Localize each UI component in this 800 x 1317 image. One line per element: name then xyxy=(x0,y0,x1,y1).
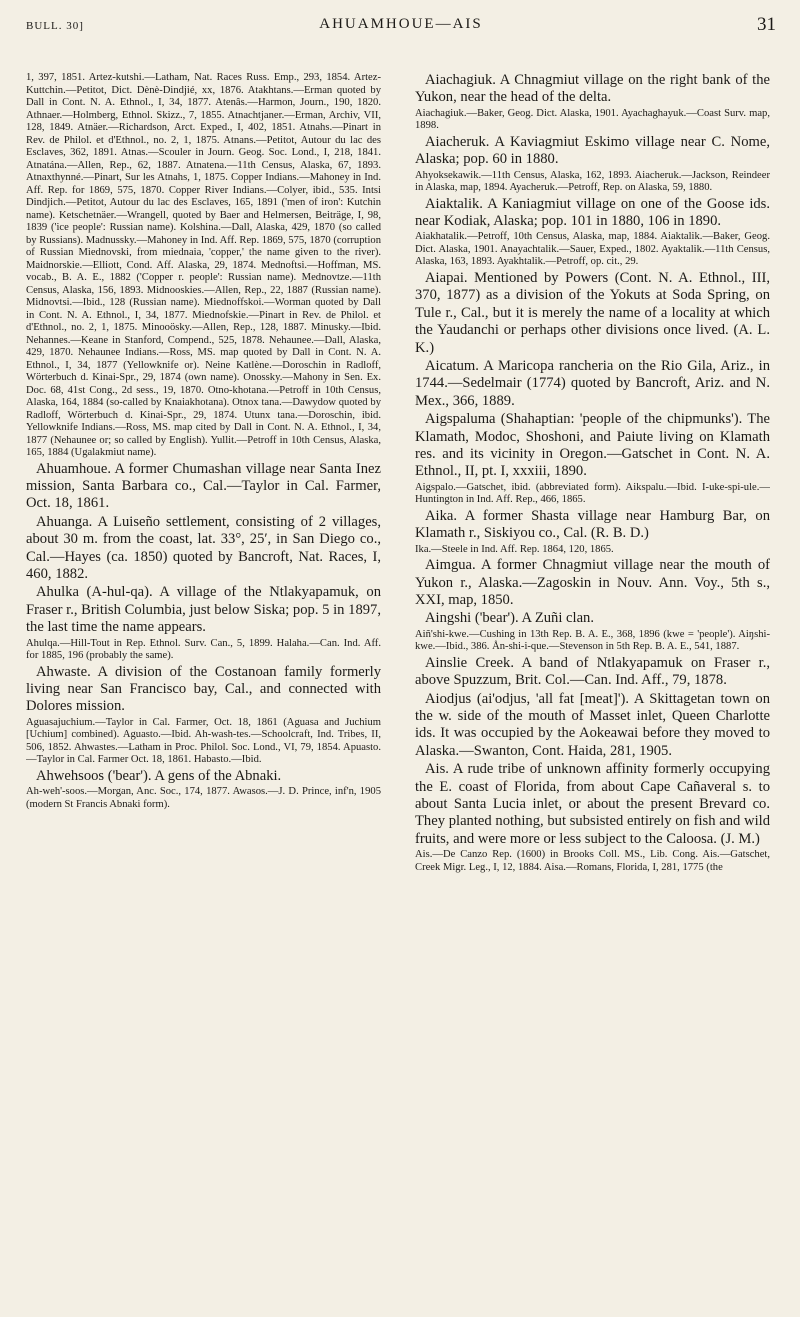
right-column xyxy=(415,72,770,1302)
dictionary-entry: Ahulka (A-hul-qa). A village of the Ntlakyapamuk, on Fraser r., British Columbia, just below Siska; pop. 5 in 1897, the last time the name appears. xyxy=(26,584,381,636)
synonymy-note: Aiachagiuk.—Baker, Geog. Dict. Alaska, 1901. Ayachaghayuk.—Coast Surv. map, 1898. xyxy=(415,107,770,132)
dictionary-entry: Aika. A former Shasta village near Hamburg Bar, on Klamath r., Siskiyou co., Cal. (R. B. D.) xyxy=(415,507,770,542)
synonymy-note: Aiñ'shi-kwe.—Cushing in 13th Rep. B. A. E., 368, 1896 (kwe = 'people'). Aiŋshi-kwe.—Ibid., 386. Ån-shi-i-que.—Stevenson in 5th Rep. B. A. E., 541, 1887. xyxy=(415,628,770,653)
dictionary-entry: Aimgua. A former Chnagmiut village near the mouth of Yukon r., Alaska.—Zagoskin in Nouv. Ann. Voy., 5th s., XXI, map, 1850. xyxy=(415,557,770,608)
synonymy-note: 1, 397, 1851. Artez-kutshi.—Latham, Nat. Races Russ. Emp., 293, 1854. Artez-Kuttchin.—Petitot, Dict. Dènè-Dindjié, xx, 1876. Atakhtans.—Erman quoted by Dall in Cont. N. A. Ethnol., I, 34, 1877. Atenâs.—Harmon, Journ., 190, 1820. Athnaer.—Holmberg, Ethnol. Skizz., 7, 1855. Atnachtjaner.—Erman, Archiv, VII, 128, 1849. Atnäer.—Richardson, Arct. Exped., I, 402, 1851. Atnahs.—Pinart in Rev. de Philol. et d'Ethnol., no. 2, 1, 1875. Atnans.—Petitot, Autour du lac des Esclaves, 362, 1891. Atnas.—Scouler in Journ. Geog. Soc. Lond., I, 218, 1841. Atnatána.—Allen, Rep., 62, 1887. Atnatena.—11th Census, Alaska, 67, 1893. Atnaxthynné.—Pinart, Sur les Atnahs, 1, 1875. Copper Indians.—Mahoney in Ind. Aff. Rep. for 1869, 575, 1870. Copper River Indians.—Colyer, ibid., 535. Intsi Dindjich.—Petitot, Autour du lac des Esclaves, 165, 1891 ('men of iron': Kutchin name). Ketschetnäer.—Wrangell, quoted by Baer and Helmersen, Beiträge, I, 98, 1839 ('ice people': Russian name). Kolshina.—Dall, Alaska, 429, 1870 (so called by Russians). Madnussky.—Mahoney in Ind. Aff. Rep. 1869, 575, 1870 (corruption of Russian Miednovski, from miednaia, 'copper,' the name given to the river). Maidnorskie.—Elliott, Cond. Aff. Alaska, 29, 1874. Mednoftsi.—Hoffman, MS. vocab., B. A. E., 1882 ('Copper r. people': Russian name). Mednovtze.—11th Census, Alaska, 156, 1893. Midnooskies.—Allen, Rep., 22, 1887 (Russian name). Midnovtsi.—Ibid., 128 (Russian name). Miednoffskoi.—Worman quoted by Dall in Cont. N. A. Ethnol., I, 34, 1877. Miednofskie.—Pinart in Rev. de Philol. et d'Ethnol., no. 2, 1, 1875. Minooösky.—Allen, Rep., 128, 1887. Minusky.—Ibid. Nehannes.—Keane in Stanford, Compend., 525, 1878. Nehaunee.—Dall, Alaska, 429, 1870. Nehaunee Indians.—Ross, MS. map quoted by Dall in Cont. N. A. Ethnol., I, 34, 1877 (Yellowknife or). Neine Katlène.—Doroschin in Radloff, Wörterbuch d. Kinai-Spr., 29, 1874 (own name). Onossky.—Mahony in Sen. Ex. Doc. 68, 41st Cong., 2d sess., 19, 1870. Otno-khotana.—Petroff in 10th Census, Alaska, 164, 1884 (so-called by Knaiakhotana). Otnox tana.—Dawydow quoted by Radloff, Wörterbuch d. Kinai-Spr., 29, 1874. Utunx tana.—Doroschin, ibid. Yellowknife Indians.—Ross, MS. map cited by Dall in Cont. N. A. Ethnol., I, 34, 1877 (Nehaunee or; so called by English). Yullit.—Petroff in 10th Census, Alaska, 165, 1884 (Ugalakmiut name). xyxy=(26,72,381,458)
synonymy-note: Ika.—Steele in Ind. Aff. Rep. 1864, 120, 1865. xyxy=(415,543,614,555)
dictionary-entry: Aiaktalik. A Kaniagmiut village on one of the Goose ids. near Kodiak, Alaska; pop. 101 in 1880, 106 in 1890. xyxy=(415,195,770,230)
dictionary-entry: Aiapai. Mentioned by Powers (Cont. N. A. Ethnol., III, 370, 1877) as a division of the Yokuts at Soda Spring, on Tule r., Cal., but it is merely the name of a locality at which the Yaudanchi or perhaps other divisions once lived. (A. L. K.) xyxy=(415,269,770,356)
synonymy-note: Aigspalo.—Gatschet, ibid. (abbreviated form). Aikspalu.—Ibid. I-uke-spi-ule.—Huntington in Ind. Aff. Rep., 466, 1865. xyxy=(415,481,770,506)
synonymy-note: Ais.—De Canzo Rep. (1600) in Brooks Coll. MS., Lib. Cong. Ais.—Gatschet, Creek Migr. Leg., I, 12, 1884. Aisa.—Romans, Florida, I, 281, 1775 (the xyxy=(415,849,770,873)
dictionary-entry: Aiodjus (ai'odjus, 'all fat [meat]'). A Skittagetan town on the w. side of the mouth of Masset inlet, Queen Charlotte ids. It was occupied by the Aokeawai before they moved to Alaska.—Swanton, Cont. Haida, 281, 1905. xyxy=(415,690,770,759)
dictionary-entry: Ahwaste. A division of the Costanoan family formerly living near San Francisco bay, Cal., and connected with Dolores mission. xyxy=(26,663,381,715)
dictionary-entry: Aiacheruk. A Kaviagmiut Eskimo village near C. Nome, Alaska; pop. 60 in 1880. xyxy=(415,133,770,168)
running-header xyxy=(26,14,776,40)
synonymy-note: Ah-weh'-soos.—Morgan, Anc. Soc., 174, 1877. Awasos.—J. D. Prince, inf'n, 1905 (modern St Francis Abnaki form). xyxy=(26,786,381,810)
dictionary-entry: Ainslie Creek. A band of Ntlakyapamuk on Fraser r., above Spuzzum, Brit. Col.—Can. Ind. Aff., 79, 1878. xyxy=(415,654,770,689)
dictionary-entry: Ahuanga. A Luiseño settlement, consisting of 2 villages, about 30 m. from the coast, lat. 33°, 25′, in San Diego co., Cal.—Hayes (ca. 1850) quoted by Bancroft, Nat. Races, I, 460, 1882. xyxy=(26,513,381,582)
page-number: 31 xyxy=(757,14,776,35)
dictionary-entry: Aingshi ('bear'). A Zuñi clan. xyxy=(425,610,594,627)
bulletin-label: BULL. 30] xyxy=(26,20,84,32)
dictionary-entry: Aigspaluma (Shahaptian: 'people of the chipmunks'). The Klamath, Modoc, Shoshoni, and Paiute living on Klamath res. and its vicinity in Oregon.—Gatschet in Cont. N. A. Ethnol., II, pt. I, xxxiii, 1890. xyxy=(415,411,770,480)
synonymy-note: Aguasajuchium.—Taylor in Cal. Farmer, Oct. 18, 1861 (Aguasa and Juchium [Uchium] combined). Aguasto.—Ibid. Ah-wash-tes.—Schoolcraft, Ind. Tribes, II, 506, 1852. Ahwastes.—Latham in Proc. Philol. Soc. Lond., VI, 79, 1854. Apuasto.—Taylor in Cal. Farmer Oct. 18, 1861. Habasto.—Ibid. xyxy=(26,716,381,766)
dictionary-entry: Aiachagiuk. A Chnagmiut village on the right bank of the Yukon, near the head of the delta. xyxy=(415,72,770,106)
dictionary-entry: Ahuamhoue. A former Chumashan village near Santa Inez mission, Santa Barbara co., Cal.—Taylor in Cal. Farmer, Oct. 18, 1861. xyxy=(26,460,381,512)
dictionary-entry: Ahwehsoos ('bear'). A gens of the Abnaki. xyxy=(36,767,282,784)
synonymy-note: Ahyoksekawik.—11th Census, Alaska, 162, 1893. Aiacheruk.—Jackson, Reindeer in Alaska, map, 1894. Ayacheruk.—Petroff, Rep. on Alaska, 59, 1880. xyxy=(415,169,770,194)
dictionary-entry: Aicatum. A Maricopa rancheria on the Rio Gila, Ariz., in 1744.—Sedelmair (1774) quoted by Bancroft, Ariz. and N. Mex., 366, 1889. xyxy=(415,357,770,409)
page-title: AHUAMHOUE—AIS xyxy=(319,16,483,32)
synonymy-note: Aiakhatalik.—Petroff, 10th Census, Alaska, map, 1884. Aiaktalik.—Baker, Geog. Dict. Alaska, 1901. Anayachtalik.—Sauer, Exped., 1802. Ayaktalik.—11th Census, Alaska, 163, 1893. Ayakhtalik.—Petroff, op. cit., 29. xyxy=(415,231,770,268)
synonymy-note: Ahulqa.—Hill-Tout in Rep. Ethnol. Surv. Can., 5, 1899. Halaha.—Can. Ind. Aff. for 1885, 196 (probably the same). xyxy=(26,637,381,662)
left-column xyxy=(26,72,381,1302)
dictionary-entry: Ais. A rude tribe of unknown affinity formerly occupying the E. coast of Florida, from about Cape Cañaveral s. to about Santa Lucia inlet, or about the present Brevard co. They planted nothing, but subsisted entirely on fish and wild fruits, and were more or less subject to the Caloosa. (J. M.) xyxy=(415,761,770,847)
